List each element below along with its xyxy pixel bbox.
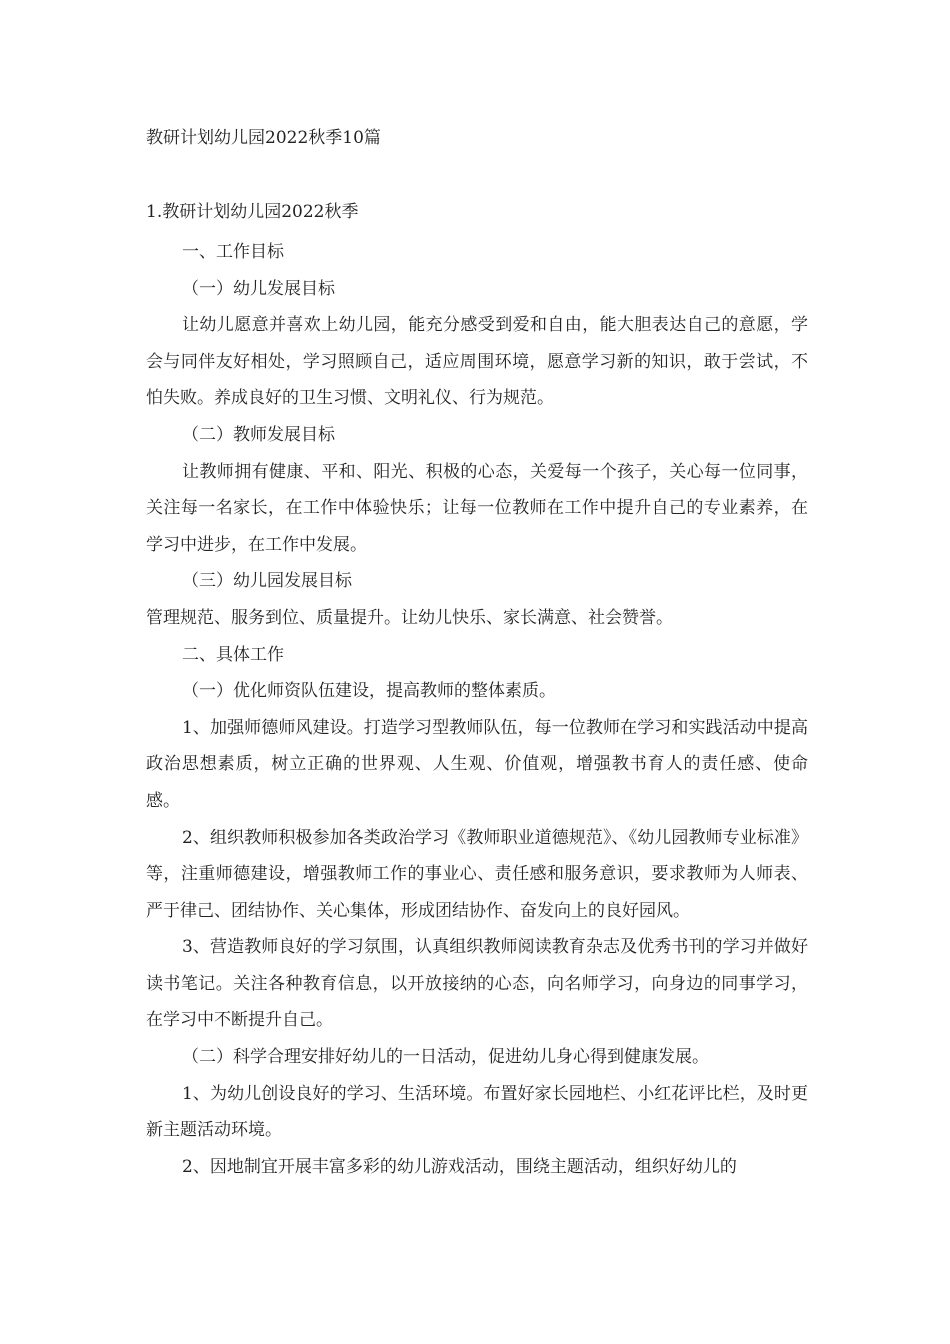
document-title: 教研计划幼儿园2022秋季10篇 — [146, 128, 381, 148]
heading-specific-work: 二、具体工作 — [182, 644, 284, 665]
heading-work-goals: 一、工作目标 — [182, 242, 284, 262]
section-title: 1.教研计划幼儿园2022秋季 — [146, 202, 359, 222]
paragraph: 2、组织教师积极参加各类政治学习《教师职业道德规范》、《幼儿园教师专业标准》等，注重师德建设，增强教师工作的事业心、责任感和服务意识，要求教师为人师表、严于律己、团结协作、关心集体，形成团结协作、奋发向上的良好园风。 — [146, 827, 808, 921]
paragraph: 让幼儿愿意并喜欢上幼儿园，能充分感受到爱和自由，能大胆表达自己的意愿，学会与同伴友好相处，学习照顾自己，适应周围环境，愿意学习新的知识，敢于尝试，不怕失败。养成良好的卫生习惯、文明礼仪、行为规范。 — [146, 315, 808, 409]
subheading-staff: （一）优化师资队伍建设，提高教师的整体素质。 — [182, 681, 556, 702]
paragraph: 1、为幼儿创设良好的学习、生活环境。布置好家长园地栏、小红花评比栏，及时更新主题活动环境。 — [146, 1083, 808, 1141]
document-body — [146, 234, 808, 1185]
subheading-kindergarten-goals: （三）幼儿园发展目标 — [182, 571, 352, 592]
subheading-daily-activities: （二）科学合理安排好幼儿的一日活动，促进幼儿身心得到健康发展。 — [182, 1047, 709, 1068]
paragraph: 让教师拥有健康、平和、阳光、积极的心态，关爱每一个孩子，关心每一位同事，关注每一名家长，在工作中体验快乐；让每一位教师在工作中提升自己的专业素养，在学习中进步，在工作中发展。 — [146, 461, 808, 555]
paragraph: 2、因地制宜开展丰富多彩的幼儿游戏活动，围绕主题活动，组织好幼儿的 — [182, 1156, 737, 1177]
paragraph: 1、加强师德师风建设。打造学习型教师队伍，每一位教师在学习和实践活动中提高政治思想素质，树立正确的世界观、人生观、价值观，增强教书育人的责任感、使命感。 — [146, 717, 808, 811]
subheading-child-goals: （一）幼儿发展目标 — [182, 278, 335, 299]
paragraph: 3、营造教师良好的学习氛围，认真组织教师阅读教育杂志及优秀书刊的学习并做好读书笔记。关注各种教育信息，以开放接纳的心态，向名师学习，向身边的同事学习，在学习中不断提升自己。 — [146, 937, 808, 1031]
paragraph: 管理规范、服务到位、质量提升。让幼儿快乐、家长满意、社会赞誉。 — [146, 607, 673, 628]
subheading-teacher-goals: （二）教师发展目标 — [182, 424, 335, 445]
